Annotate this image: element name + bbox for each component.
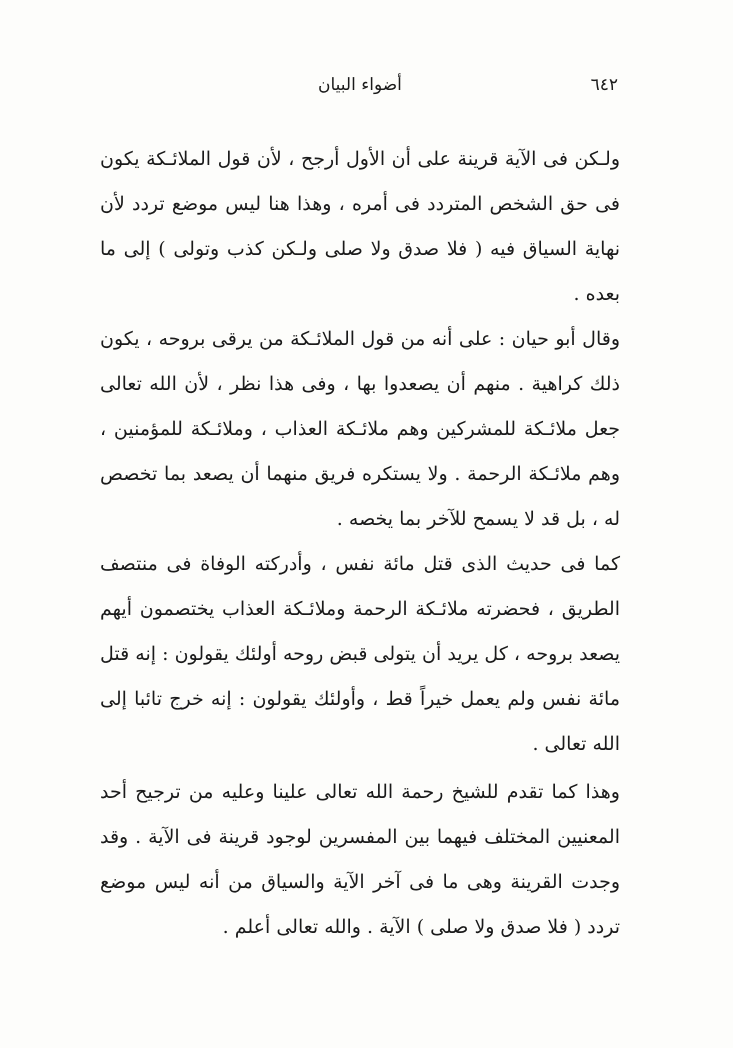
paragraph-4: وهذا كما تقدم للشيخ رحمة الله تعالى علينا وعليه من ترجيح أحد المعنيين المختلف فيهما بين المفسرين لوجود قرينة فى الآية . وقد وجدت القرينة وهى ما فى آخر الآية والسياق من أنه ليس موضع تردد ( فلا صدق ولا صلى ) الآية . والله تعالى أعلم .	[100, 781, 620, 938]
paragraph-3: كما فى حديث الذى قتل مائة نفس ، وأدركته الوفاة فى منتصف الطريق ، فحضرته ملائـكة الرحمة وملائـكة العذاب يختصمون أيهم يصعد بروحه ، كل يريد أن يتولى قبض روحه أولئك يقولون : إنه قتل مائة نفس ولم يعمل خيراً قط ، وأولئك يقولون : إنه خرج تائبا إلى الله تعالى .	[100, 553, 620, 755]
book-title: أضواء البيان	[318, 75, 402, 95]
page-header	[318, 70, 618, 100]
paragraph-1: ولـكن فى الآية قرينة على أن الأول أرجح ، لأن قول الملائـكة يكون فى حق الشخص المتردد فى أمره ، وهذا هنا ليس موضع تردد لأن نهاية السياق فيه ( فلا صدق ولا صلى ولـكن كذب وتولى ) إلى ما بعده .	[100, 148, 620, 305]
paragraph-2: وقال أبو حيان : على أنه من قول الملائـكة من يرقى بروحه ، يكون ذلك كراهية . منهم أن يصعدوا بها ، وفى هذا نظر ، لأن الله تعالى جعل ملائـكة للمشركين وهم ملائـكة العذاب ، وملائـكة للمؤمنين ، وهم ملائـكة الرحمة . ولا يستكره فريق منهما أن يصعد بما تخصص له ، بل قد لا يسمح للآخر بما يخصه .	[100, 328, 620, 530]
page-number: ٦٤٢	[590, 75, 618, 95]
